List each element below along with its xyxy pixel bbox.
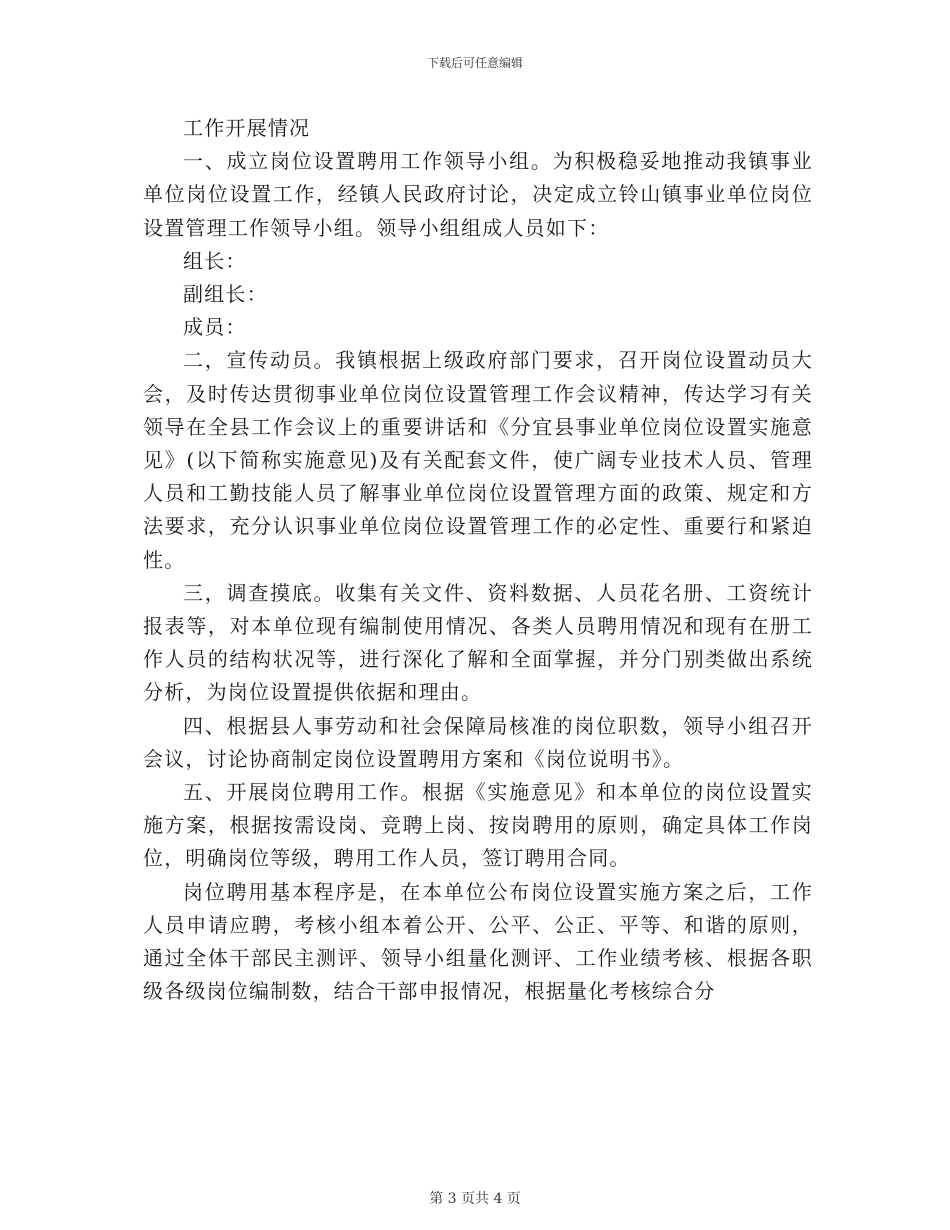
paragraph-hiring-procedure: 岗位聘用基本程序是，在本单位公布岗位设置实施方案之后，工作人员申请应聘，考核小组本着公开、公平、公正、平等、和谐的原则，通过全体干部民主测评、领导小组量化测评、工作业绩考核、根据各职级各级岗位编制数，结合干部申报情况，根据量化考核综合分 xyxy=(143,879,813,1004)
paragraph-publicity: 二，宣传动员。我镇根据上级政府部门要求，召开岗位设置动员大会，及时传达贯彻事业单位岗位设置管理工作会议精神，传达学习有关领导在全县工作会议上的重要讲话和《分宜县事业单位岗位设置实施意见》(以下简称实施意见)及有关配套文件，使广阔专业技术人员、管理人员和工勤技能人员了解事业单位岗位设置管理方面的政策、规定和方法要求，充分认识事业单位岗位设置管理工作的必定性、重要行和紧迫性。 xyxy=(143,348,813,572)
page-number: 第 3 页共 4 页 xyxy=(429,1191,521,1207)
paragraph-group-leader: 组长： xyxy=(183,248,247,273)
page-header-note: 下载后可任意编辑 xyxy=(426,56,523,70)
paragraph-post-quota: 四、根据县人事劳动和社会保障局核准的岗位职数，领导小组召开会议，讨论协商制定岗位设置聘用方案和《岗位说明书》。 xyxy=(143,713,813,771)
document-body xyxy=(143,112,813,1008)
paragraph-hiring-work: 五、开展岗位聘用工作。根据《实施意见》和本单位的岗位设置实施方案，根据按需设岗、竞聘上岗、按岗聘用的原则，确定具体工作岗位，明确岗位等级，聘用工作人员，签订聘用合同。 xyxy=(143,780,813,871)
paragraph-deputy-leader: 副组长： xyxy=(183,282,268,307)
paragraph-leading-group: 一、成立岗位设置聘用工作领导小组。为积极稳妥地推动我镇事业单位岗位设置工作，经镇人民政府讨论，决定成立铃山镇事业单位岗位设置管理工作领导小组。领导小组组成人员如下： xyxy=(143,149,813,240)
section-heading: 工作开展情况 xyxy=(183,116,311,140)
paragraph-survey: 三，调查摸底。收集有关文件、资料数据、人员花名册、工资统计报表等，对本单位现有编制使用情况、各类人员聘用情况和现有在册工作人员的结构状况等，进行深化了解和全面掌握，并分门别类做出系统分析，为岗位设置提供依据和理由。 xyxy=(143,580,813,705)
paragraph-members: 成员： xyxy=(183,315,247,340)
